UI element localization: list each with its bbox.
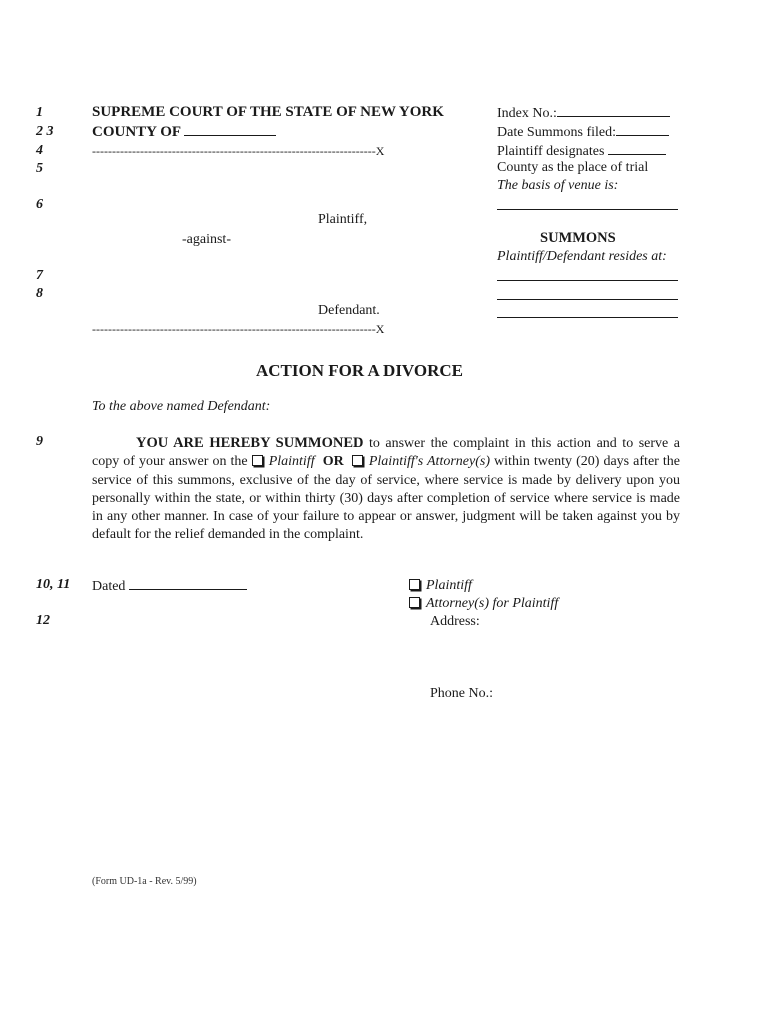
county-label: COUNTY OF <box>92 124 181 140</box>
sig-plaintiff-checkbox[interactable] <box>409 579 420 590</box>
line-number-4: 4 <box>36 143 43 158</box>
plaintiff-option: Plaintiff <box>268 454 315 470</box>
court-name: SUPREME COURT OF THE STATE OF NEW YORK <box>92 104 444 120</box>
line-number-5: 5 <box>36 161 43 176</box>
resides-blank-1[interactable] <box>497 280 678 281</box>
line-number-7: 7 <box>36 268 43 283</box>
line-number-2-3: 2 3 <box>36 124 54 139</box>
plaintiff-checkbox[interactable] <box>252 455 263 466</box>
summons-body <box>92 434 680 545</box>
date-filed-blank[interactable] <box>616 123 669 136</box>
summons-heading: SUMMONS <box>540 230 616 246</box>
plaintiff-label: Plaintiff, <box>318 212 368 227</box>
resides-label: Plaintiff/Defendant resides at: <box>497 249 667 264</box>
attorney-option: Plaintiff's Attorney(s) <box>368 454 490 470</box>
county-line <box>92 123 276 141</box>
document-title: ACTION FOR A DIVORCE <box>256 361 463 380</box>
county-blank[interactable] <box>184 123 276 136</box>
body-text-2: within twenty (20) days after the service of this summons, exclusive of the day of service, where service is made by delivery upon you personally within the state, or within thirty (30) days after completion of service where service is made in any other manner. In case of your failure to appear or answer, judgment will be taken against you by default for the relief demanded in the complaint. <box>92 454 680 543</box>
line-number-12: 12 <box>36 613 50 628</box>
resides-blank-2[interactable] <box>497 299 678 300</box>
date-filed-line <box>497 123 669 141</box>
line-number-6: 6 <box>36 197 43 212</box>
line-number-10-11: 10, 11 <box>36 577 71 592</box>
resides-blank-3[interactable] <box>497 317 678 318</box>
address-label: Address: <box>430 614 480 629</box>
index-no-blank[interactable] <box>557 104 670 117</box>
line-number-8: 8 <box>36 286 43 301</box>
sig-plaintiff-label: Plaintiff <box>426 578 472 593</box>
form-id-footer: (Form UD-1a - Rev. 5/99) <box>92 876 197 887</box>
basis-label: The basis of venue is: <box>497 178 619 193</box>
body-text-1: to answer the complaint in this action and to serve a copy of your answer on the <box>92 436 680 470</box>
designates-line <box>497 142 666 160</box>
attorney-checkbox[interactable] <box>352 455 363 466</box>
designates-blank[interactable] <box>608 142 666 155</box>
basis-blank[interactable] <box>497 209 678 210</box>
sig-attorney-label: Attorney(s) for Plaintiff <box>426 596 559 611</box>
sig-attorney-checkbox[interactable] <box>409 597 420 608</box>
summons-lead: YOU ARE HEREBY SUMMONED <box>136 435 364 451</box>
caption-rule-bottom: -----------------------------------------------------------------------X <box>92 322 385 336</box>
phone-label: Phone No.: <box>430 686 493 701</box>
salutation: To the above named Defendant: <box>92 399 271 414</box>
sig-plaintiff-option <box>409 578 472 594</box>
dated-blank[interactable] <box>129 577 247 590</box>
designates-label: Plaintiff designates <box>497 144 605 159</box>
county-trial-label: County as the place of trial <box>497 160 649 175</box>
line-number-9: 9 <box>36 434 43 449</box>
against-label: -against- <box>182 232 231 247</box>
sig-attorney-option <box>409 596 558 612</box>
line-number-1: 1 <box>36 105 43 120</box>
index-no-label: Index No.: <box>497 106 557 121</box>
or-label: OR <box>322 454 344 470</box>
dated-line <box>92 577 247 595</box>
defendant-label: Defendant. <box>318 303 380 318</box>
index-no-line <box>497 104 670 122</box>
date-filed-label: Date Summons filed: <box>497 125 616 140</box>
dated-label: Dated <box>92 579 126 594</box>
caption-rule-top: -----------------------------------------------------------------------X <box>92 144 385 158</box>
